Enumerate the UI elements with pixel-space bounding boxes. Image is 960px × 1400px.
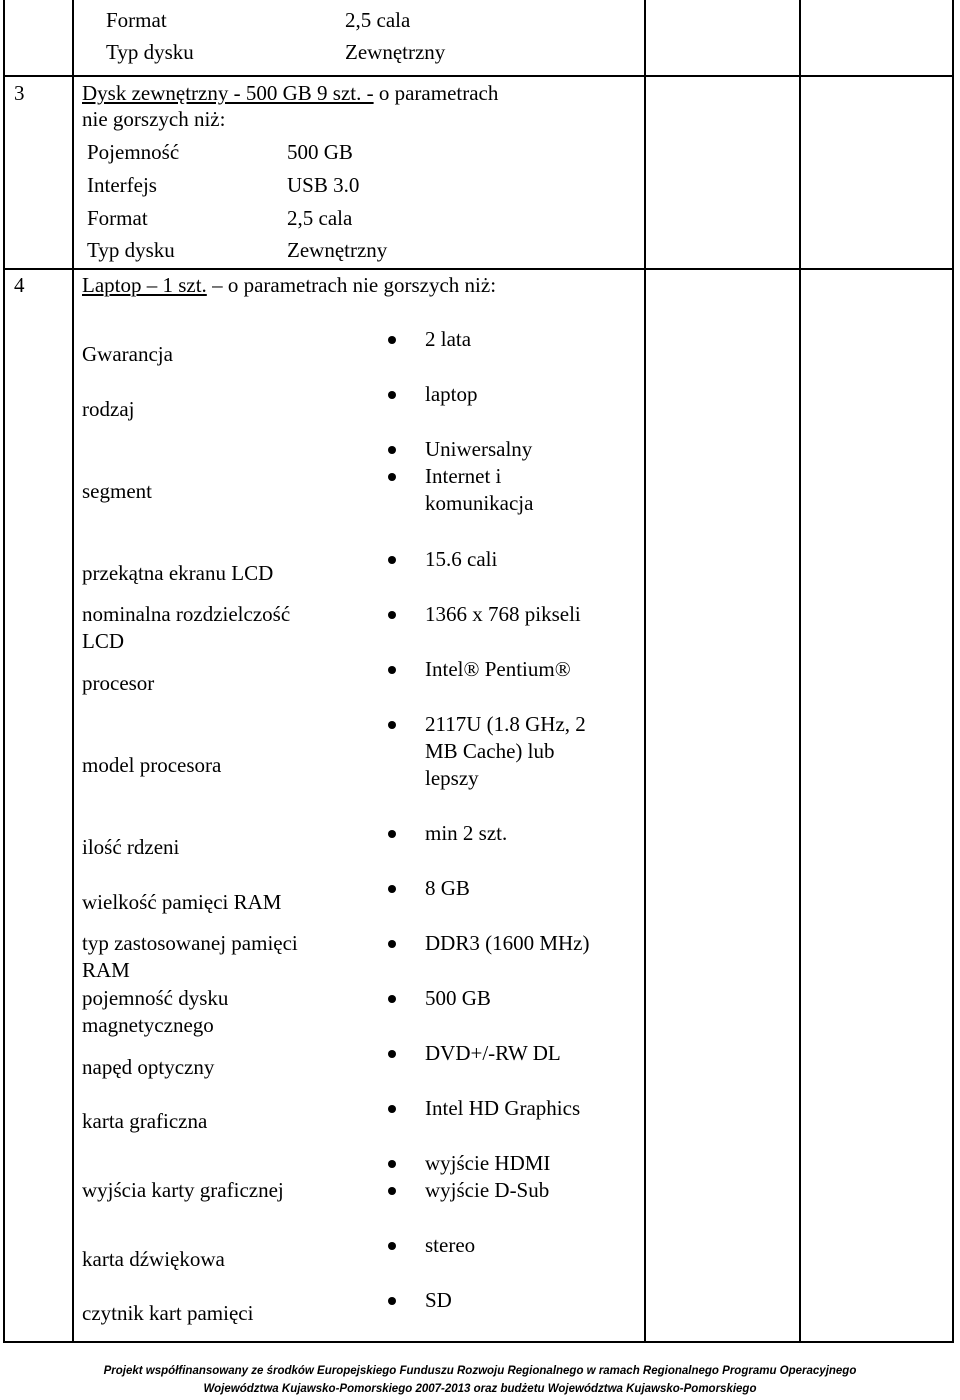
spec-label: procesor: [82, 671, 155, 695]
spec-value: komunikacja: [425, 491, 534, 515]
table-border-left: [3, 0, 5, 1343]
bullet-icon: [388, 556, 396, 564]
spec-label: napęd optyczny: [82, 1055, 215, 1079]
row-divider-item4: [3, 268, 954, 270]
table-border-bottom: [3, 1341, 954, 1343]
item-title: [82, 80, 498, 107]
bullet-icon: [388, 885, 396, 893]
bullet-icon: [388, 611, 396, 619]
spec-label: Interfejs: [87, 173, 157, 197]
spec-value: 1366 x 768 pikseli: [425, 602, 581, 626]
bullet-icon: [388, 721, 396, 729]
spec-label: wyjścia karty graficznej: [82, 1178, 284, 1202]
item-number: 4: [14, 273, 25, 297]
bullet-icon: [388, 1242, 396, 1250]
bullet-icon: [388, 1297, 396, 1305]
spec-label: Pojemność: [87, 140, 180, 164]
spec-value: DVD+/-RW DL: [425, 1041, 561, 1065]
bullet-icon: [388, 1187, 396, 1195]
spec-value: wyjście HDMI: [425, 1151, 551, 1175]
spec-label: Typ dysku: [87, 238, 175, 262]
row-divider-item3: [3, 75, 954, 77]
footer-line-1: Projekt współfinansowany ze środków Europejskiego Funduszu Rozwoju Regionalnego w ramach Regionalnego Programu Operacyjnego: [103, 1365, 857, 1377]
spec-label: RAM: [82, 958, 130, 982]
spec-value: lepszy: [425, 766, 479, 790]
spec-value: min 2 szt.: [425, 821, 508, 845]
spec-label: karta graficzna: [82, 1109, 208, 1133]
spec-label: typ zastosowanej pamięci: [82, 931, 298, 955]
table-border-right: [952, 0, 954, 1343]
spec-label: Typ dysku: [106, 40, 194, 64]
spec-value: Intel® Pentium®: [425, 657, 571, 681]
bullet-icon: [388, 1050, 396, 1058]
bullet-icon: [388, 1105, 396, 1113]
spec-value: Internet i: [425, 464, 502, 488]
bullet-icon: [388, 391, 396, 399]
footer-line-2: Województwa Kujawsko-Pomorskiego 2007-2013 oraz budżetu Województwa Kujawsko-Pomorskiego: [203, 1383, 757, 1395]
spec-value: Zewnętrzny: [345, 40, 446, 64]
spec-value: 2117U (1.8 GHz, 2: [425, 712, 586, 736]
spec-label: karta dźwiękowa: [82, 1247, 225, 1271]
bullet-icon: [388, 666, 396, 674]
spec-label: przekątna ekranu LCD: [82, 561, 274, 585]
spec-label: czytnik kart pamięci: [82, 1301, 254, 1325]
spec-label: magnetycznego: [82, 1013, 214, 1037]
spec-value: laptop: [425, 382, 478, 406]
spec-label: nominalna rozdzielczość: [82, 602, 291, 626]
spec-value: 8 GB: [425, 876, 470, 900]
bullet-icon: [388, 940, 396, 948]
bullet-icon: [388, 830, 396, 838]
bullet-icon: [388, 473, 396, 481]
item-number: 3: [14, 81, 25, 105]
spec-value: 2 lata: [425, 327, 472, 351]
bullet-icon: [388, 446, 396, 454]
spec-value: DDR3 (1600 MHz): [425, 931, 590, 955]
spec-label: Format: [87, 206, 148, 230]
spec-label: wielkość pamięci RAM: [82, 890, 282, 914]
spec-value: SD: [425, 1288, 452, 1312]
spec-value: Intel HD Graphics: [425, 1096, 581, 1120]
spec-label: rodzaj: [82, 397, 135, 421]
spec-label: LCD: [82, 629, 124, 653]
item-title-line2: nie gorszych niż:: [82, 107, 226, 131]
bullet-icon: [388, 1160, 396, 1168]
column-divider-number: [72, 0, 74, 1343]
spec-value: 500 GB: [287, 140, 353, 164]
bullet-icon: [388, 995, 396, 1003]
column-divider-offer: [799, 0, 801, 1343]
spec-value: 2,5 cala: [345, 8, 411, 32]
spec-value: MB Cache) lub: [425, 739, 555, 763]
spec-value: Zewnętrzny: [287, 238, 388, 262]
spec-value: 2,5 cala: [287, 206, 353, 230]
spec-label: pojemność dysku: [82, 986, 229, 1010]
spec-label: Format: [106, 8, 167, 32]
spec-value: Uniwersalny: [425, 437, 533, 461]
item-title-main: Laptop – 1 szt.: [82, 273, 207, 297]
item-title-main: Dysk zewnętrzny - 500 GB 9 szt. -: [82, 81, 374, 105]
column-divider-spec: [644, 0, 646, 1343]
item-title-suffix: – o parametrach nie gorszych niż:: [206, 273, 497, 297]
spec-value: 500 GB: [425, 986, 491, 1010]
spec-value: wyjście D-Sub: [425, 1178, 550, 1202]
bullet-icon: [388, 336, 396, 344]
spec-value: USB 3.0: [287, 173, 360, 197]
spec-label: model procesora: [82, 753, 222, 777]
item-title-suffix: o parametrach: [373, 81, 499, 105]
spec-value: stereo: [425, 1233, 476, 1257]
spec-label: ilość rdzeni: [82, 835, 180, 859]
spec-label: segment: [82, 479, 152, 503]
item-title: [82, 272, 496, 299]
spec-value: 15.6 cali: [425, 547, 498, 571]
spec-label: Gwarancja: [82, 342, 173, 366]
